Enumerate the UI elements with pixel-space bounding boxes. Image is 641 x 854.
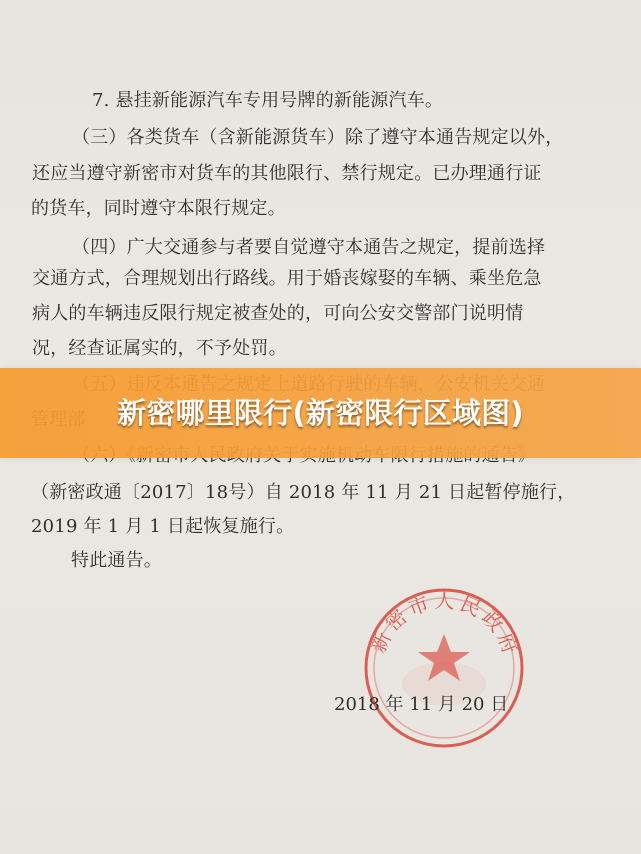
document-line-4: 的货车，同时遵守本限行规定。: [31, 198, 286, 219]
red-seal: [354, 578, 534, 758]
document-line-6: 交通方式，合理规划出行路线。用于婚丧嫁娶的车辆、乘坐危急: [32, 268, 542, 289]
document-line-14: 特此通告。: [71, 550, 162, 571]
document-line-12: （新密政通〔2017〕18号）自 2018 年 11 月 21 日起暂停施行，: [31, 482, 576, 503]
document-line-7: 病人的车辆违反限行规定被查处的，可向公安交警部门说明情: [32, 303, 524, 324]
title-banner: [0, 368, 641, 458]
document-line-2: （三）各类货车（含新能源货车）除了遵守本通告规定以外，: [72, 127, 564, 148]
document-line-3: 还应当遵守新密市对货车的其他限行、禁行规定。已办理通行证: [32, 163, 542, 184]
document-line-8: 况，经查证属实的，不予处罚。: [32, 338, 287, 359]
document-line-13: 2019 年 1 月 1 日起恢复施行。: [31, 516, 295, 537]
seal-text: 新密市人民政府: [365, 588, 524, 661]
banner-title: 新密哪里限行(新密限行区域图): [117, 395, 524, 430]
document-line-5: （四）广大交通参与者要自觉遵守本通告之规定，提前选择: [72, 237, 546, 258]
issue-date: 2018 年 11 月 20 日: [334, 694, 509, 715]
document-line-1: 7. 悬挂新能源汽车专用号牌的新能源汽车。: [92, 90, 444, 111]
